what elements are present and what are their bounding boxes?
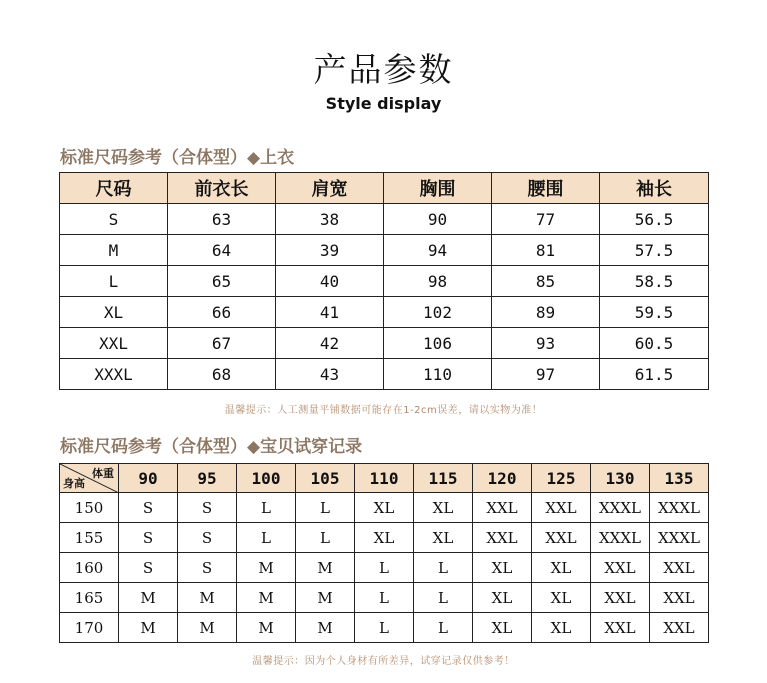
size-cell: XXXL: [650, 493, 709, 523]
size-cell: L: [296, 523, 355, 553]
size-chart-header-row: [60, 173, 709, 204]
size-cell: XXXL: [591, 493, 650, 523]
weight-header: 115: [414, 464, 473, 493]
size-cell: S: [178, 493, 237, 523]
size-cell: S: [119, 553, 178, 583]
size-cell: S: [119, 493, 178, 523]
table-cell: 77: [492, 204, 600, 235]
table-row: [60, 235, 709, 266]
table-row: [60, 297, 709, 328]
table-cell: XL: [60, 297, 168, 328]
table-cell: 42: [276, 328, 384, 359]
table-cell: 106: [384, 328, 492, 359]
weight-header: 130: [591, 464, 650, 493]
size-cell: L: [355, 553, 414, 583]
corner-weight-label: 体重: [92, 467, 114, 480]
size-cell: XXL: [473, 523, 532, 553]
table-cell: 41: [276, 297, 384, 328]
size-cell: M: [178, 613, 237, 643]
size-cell: M: [237, 553, 296, 583]
table-corner-cell: [60, 464, 119, 493]
weight-header: 110: [355, 464, 414, 493]
table-cell: 102: [384, 297, 492, 328]
table-cell: 65: [168, 266, 276, 297]
tryon-chart-table: [59, 463, 709, 643]
size-cell: XL: [473, 553, 532, 583]
weight-header: 105: [296, 464, 355, 493]
column-header: 尺码: [60, 173, 168, 204]
size-cell: XXL: [473, 493, 532, 523]
column-header: 袖长: [600, 173, 709, 204]
size-chart-table: [59, 172, 709, 390]
size-cell: L: [355, 613, 414, 643]
tryon-chart-title: 标准尺码参考（合体型）◆宝贝试穿记录: [60, 437, 363, 457]
table-cell: 38: [276, 204, 384, 235]
weight-header: 120: [473, 464, 532, 493]
column-header: 腰围: [492, 173, 600, 204]
size-cell: XXL: [650, 553, 709, 583]
table-cell: 97: [492, 359, 600, 390]
table-cell: 40: [276, 266, 384, 297]
table-row: [60, 266, 709, 297]
size-cell: XXL: [591, 613, 650, 643]
size-cell: L: [414, 553, 473, 583]
table-cell: 61.5: [600, 359, 709, 390]
size-cell: XXL: [650, 613, 709, 643]
size-cell: M: [178, 583, 237, 613]
height-cell: 165: [60, 583, 119, 613]
table-cell: XXL: [60, 328, 168, 359]
weight-header: 90: [119, 464, 178, 493]
table-row: [60, 328, 709, 359]
weight-header: 100: [237, 464, 296, 493]
size-cell: XXL: [591, 553, 650, 583]
size-cell: M: [296, 613, 355, 643]
size-cell: L: [414, 583, 473, 613]
size-cell: L: [414, 613, 473, 643]
size-cell: XXL: [591, 583, 650, 613]
table-cell: 57.5: [600, 235, 709, 266]
weight-header: 125: [532, 464, 591, 493]
table-row: [60, 553, 709, 583]
table-cell: 68: [168, 359, 276, 390]
size-chart-title: 标准尺码参考（合体型）◆上衣: [60, 148, 295, 168]
table-cell: L: [60, 266, 168, 297]
table-cell: 89: [492, 297, 600, 328]
table-cell: 60.5: [600, 328, 709, 359]
size-cell: XXXL: [591, 523, 650, 553]
size-cell: S: [178, 523, 237, 553]
height-cell: 155: [60, 523, 119, 553]
table-cell: 66: [168, 297, 276, 328]
table-cell: 81: [492, 235, 600, 266]
table-cell: XXXL: [60, 359, 168, 390]
table-cell: 110: [384, 359, 492, 390]
size-cell: L: [355, 583, 414, 613]
table-cell: 56.5: [600, 204, 709, 235]
table-row: [60, 204, 709, 235]
size-cell: XL: [532, 613, 591, 643]
size-cell: M: [296, 553, 355, 583]
weight-header: 135: [650, 464, 709, 493]
table-cell: 59.5: [600, 297, 709, 328]
height-cell: 150: [60, 493, 119, 523]
page-subtitle: Style display: [325, 94, 442, 113]
table-row: [60, 583, 709, 613]
weight-header: 95: [178, 464, 237, 493]
table-cell: M: [60, 235, 168, 266]
size-chart-note: 温馨提示：人工测量平铺数据可能存在1-2cm误差，请以实物为准！: [224, 405, 543, 416]
table-cell: 43: [276, 359, 384, 390]
tryon-chart-header-row: [60, 464, 709, 493]
size-cell: M: [119, 613, 178, 643]
size-cell: XXL: [532, 523, 591, 553]
table-cell: 90: [384, 204, 492, 235]
table-row: [60, 493, 709, 523]
size-cell: XL: [473, 583, 532, 613]
table-row: [60, 613, 709, 643]
size-cell: XL: [355, 523, 414, 553]
size-cell: L: [296, 493, 355, 523]
table-cell: 98: [384, 266, 492, 297]
column-header: 前衣长: [168, 173, 276, 204]
size-cell: XL: [414, 523, 473, 553]
table-cell: 63: [168, 204, 276, 235]
column-header: 胸围: [384, 173, 492, 204]
table-cell: 93: [492, 328, 600, 359]
table-cell: 39: [276, 235, 384, 266]
size-cell: M: [296, 583, 355, 613]
table-cell: S: [60, 204, 168, 235]
table-cell: 58.5: [600, 266, 709, 297]
table-row: [60, 523, 709, 553]
size-cell: XL: [414, 493, 473, 523]
page-title: 产品参数: [313, 50, 454, 89]
height-cell: 160: [60, 553, 119, 583]
size-cell: XL: [532, 583, 591, 613]
table-cell: 64: [168, 235, 276, 266]
size-cell: M: [119, 583, 178, 613]
size-cell: S: [119, 523, 178, 553]
size-cell: L: [237, 523, 296, 553]
size-cell: XL: [355, 493, 414, 523]
size-cell: M: [237, 613, 296, 643]
table-row: [60, 359, 709, 390]
table-cell: 94: [384, 235, 492, 266]
size-cell: XL: [532, 553, 591, 583]
size-cell: XXL: [532, 493, 591, 523]
table-cell: 67: [168, 328, 276, 359]
size-cell: XL: [473, 613, 532, 643]
corner-height-label: 身高: [63, 477, 85, 490]
size-cell: S: [178, 553, 237, 583]
tryon-chart-note: 温馨提示：因为个人身材有所差异，试穿记录仅供参考！: [252, 656, 515, 667]
size-cell: M: [237, 583, 296, 613]
table-cell: 85: [492, 266, 600, 297]
size-cell: XXL: [650, 583, 709, 613]
size-cell: XXXL: [650, 523, 709, 553]
height-cell: 170: [60, 613, 119, 643]
column-header: 肩宽: [276, 173, 384, 204]
size-cell: L: [237, 493, 296, 523]
